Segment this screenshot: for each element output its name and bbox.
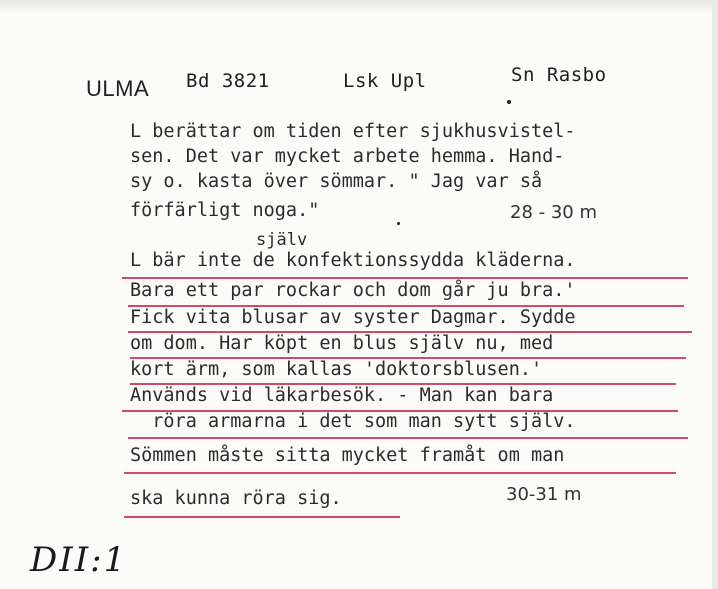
paragraph2-line: L bär inte de konfektionssydda kläderna.	[130, 250, 576, 271]
ink-dot	[397, 222, 400, 225]
inserted-word: själv	[256, 230, 308, 250]
paragraph2-line: ska kunna röra sig.	[130, 488, 342, 509]
card-right-edge	[712, 0, 718, 589]
red-underline	[128, 437, 688, 439]
ink-dot	[507, 100, 511, 104]
paragraph2-line: Sömmen måste sitta mycket framåt om man	[130, 445, 565, 466]
province-label: Lsk Upl	[343, 70, 427, 92]
paragraph2-line: Bara ett par rockar och dom går ju bra.'	[130, 280, 576, 301]
age-note: 30-31 m	[506, 484, 582, 505]
volume-number: Bd 3821	[186, 70, 270, 92]
card-top-edge	[0, 0, 718, 14]
red-underline	[124, 472, 676, 474]
archive-label: ULMA	[86, 76, 150, 101]
age-note: 28 - 30 m	[510, 202, 598, 223]
paragraph1-line: sy o. kasta över sömmar. " Jag var så	[130, 171, 543, 192]
paragraph2-line: Används vid läkarbesök. - Man kan bara	[130, 385, 554, 406]
parish-label: Sn Rasbo	[511, 64, 607, 86]
paragraph1-line: sen. Det var mycket arbete hemma. Hand-	[130, 146, 565, 167]
paragraph1-line: förfärligt noga."	[130, 200, 320, 221]
paragraph2-line: kort ärm, som kallas 'doktorsblusen.'	[130, 359, 543, 380]
paragraph1-line: L berättar om tiden efter sjukhusvistel-	[130, 121, 576, 142]
red-underline	[122, 277, 688, 279]
margin-signature-mark: DII:1	[30, 540, 128, 580]
paragraph2-line: röra armarna i det som man sytt själv.	[130, 411, 576, 432]
paragraph2-line: om dom. Har köpt en blus själv nu, med	[130, 333, 554, 354]
red-underline	[124, 516, 400, 518]
paragraph2-line: Fick vita blusar av syster Dagmar. Sydde	[130, 307, 576, 328]
